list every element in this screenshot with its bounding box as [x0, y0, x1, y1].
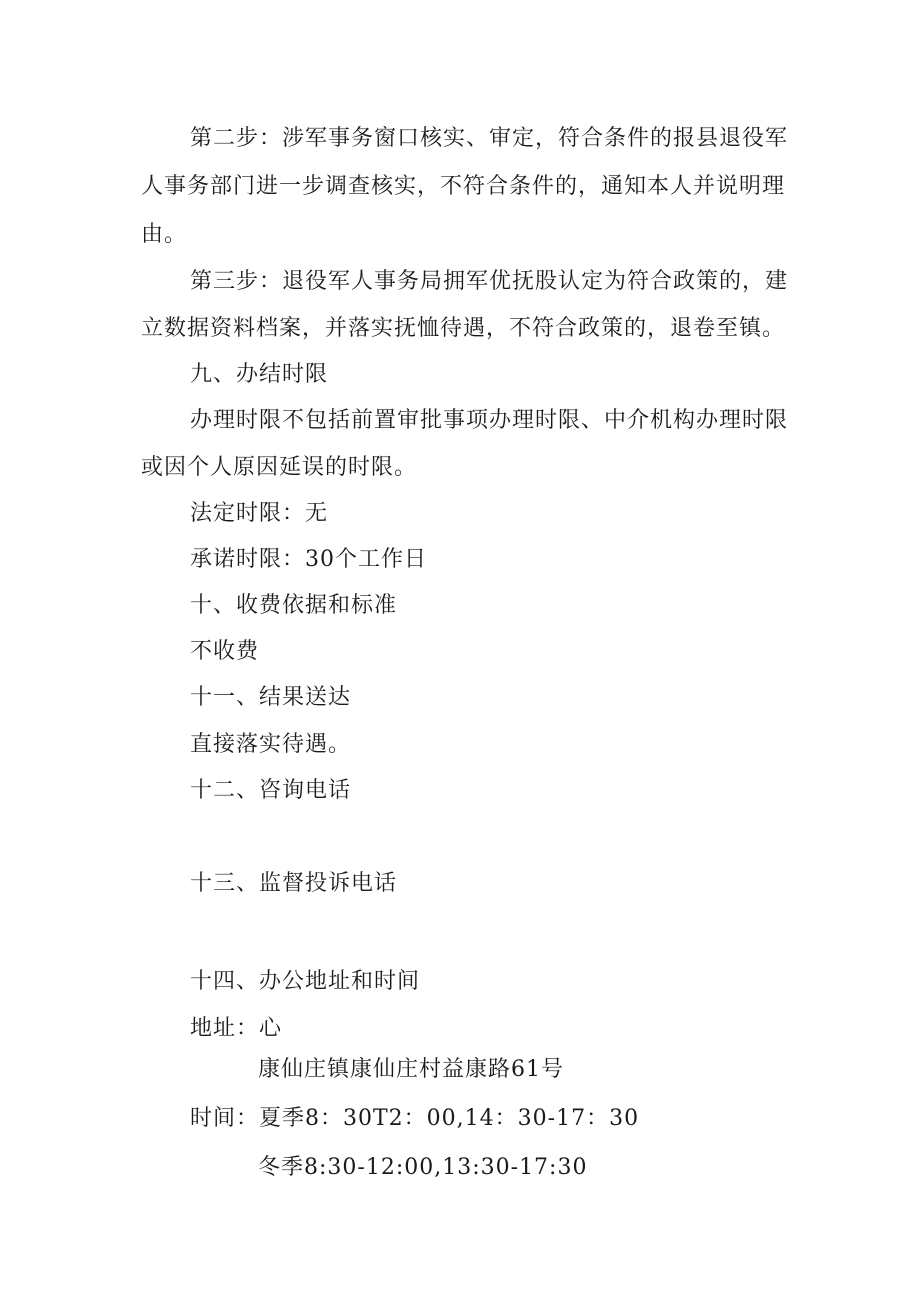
section12-heading: 十二、咨询电话: [190, 778, 352, 803]
section10-content: 不收费: [190, 639, 260, 664]
section11-content: 直接落实待遇。: [190, 732, 352, 757]
section10-heading: 十、收费依据和标准: [190, 593, 398, 618]
address-detail: 康仙庄镇康仙庄村益康路61号: [258, 1057, 564, 1082]
step2-line-1: 第二步：涉军事务窗口核实、审定，符合条件的报县退役军: [190, 126, 789, 151]
section11-heading: 十一、结果送达: [190, 685, 352, 710]
section9-note-line-1: 办理时限不包括前置审批事项办理时限、中介机构办理时限: [190, 408, 789, 433]
step2-line-3: 由。: [141, 222, 188, 247]
step3-line-1: 第三步：退役军人事务局拥军优抚股认定为符合政策的，建: [190, 269, 789, 294]
section9-heading: 九、办结时限: [190, 362, 329, 387]
office-hours-summer: 时间：夏季8：30T2：00,14：30-17：30: [190, 1106, 640, 1131]
address-label: 地址：心: [190, 1016, 283, 1041]
step2-line-2: 人事务部门进一步调查核实，不符合条件的，通知本人并说明理: [141, 174, 786, 199]
promised-time-limit: 承诺时限：30个工作日: [190, 547, 427, 572]
section13-heading: 十三、监督投诉电话: [190, 871, 398, 896]
step3-line-2: 立数据资料档案，并落实抚恤待遇，不符合政策的，退卷至镇。: [141, 316, 786, 341]
section14-heading: 十四、办公地址和时间: [190, 969, 421, 994]
legal-time-limit: 法定时限：无: [190, 501, 329, 526]
office-hours-winter: 冬季8:30-12:00,13:30-17:30: [258, 1155, 588, 1180]
section9-note-line-2: 或因个人原因延误的时限。: [141, 455, 418, 480]
